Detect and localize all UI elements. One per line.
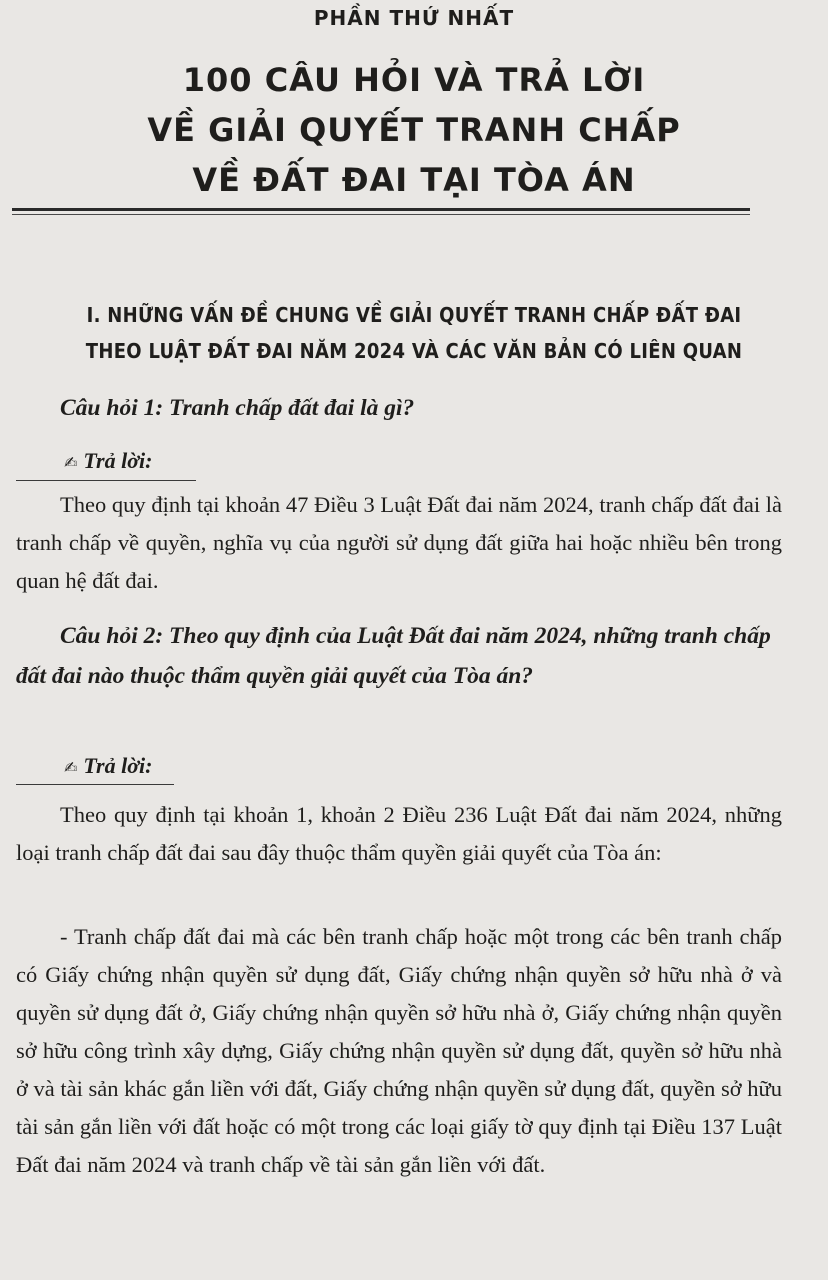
main-title-line-3: VỀ ĐẤT ĐAI TẠI TÒA ÁN bbox=[192, 161, 636, 199]
answer-underline-1 bbox=[16, 480, 196, 481]
answer-label-1 bbox=[64, 448, 152, 474]
section-heading-line-1: I. NHỮNG VẤN ĐỀ CHUNG VỀ GIẢI QUYẾT TRANH CHẤP ĐẤT ĐAI bbox=[86, 303, 742, 327]
answer-1-paragraph bbox=[16, 486, 782, 600]
question-2-text: Câu hỏi 2: Theo quy định của Luật Đất đai năm 2024, những tranh chấp đất đai nào thuộc thẩm quyền giải quyết của Tòa án? bbox=[16, 623, 771, 689]
pen-writing-icon: ✍ bbox=[64, 758, 78, 777]
answer-2-paragraph-2 bbox=[16, 918, 782, 1184]
answer-label-2 bbox=[64, 753, 152, 779]
answer-2-text-2: - Tranh chấp đất đai mà các bên tranh chấp hoặc một trong các bên tranh chấp có Giấy chứng nhận quyền sử dụng đất, Giấy chứng nhận quyền sở hữu nhà ở và quyền sử dụng đất ở, Giấy chứng nhận quyền sở hữu nhà ở, Giấy chứng nhận quyền sở hữu công trình xây dựng, Giấy chứng nhận quyền sử dụng đất, quyền sở hữu nhà ở và tài sản khác gắn liền với đất, Giấy chứng nhận quyền sử dụng đất, quyền sở hữu tài sản gắn liền với đất hoặc có một trong các loại giấy tờ quy định tại Điều 137 Luật Đất đai năm 2024 và tranh chấp về tài sản gắn liền với đất. bbox=[16, 924, 782, 1177]
answer-label-text: Trả lời: bbox=[83, 753, 153, 778]
pen-writing-icon: ✍ bbox=[64, 453, 78, 472]
main-title-line-2: VỀ GIẢI QUYẾT TRANH CHẤP bbox=[147, 111, 681, 149]
question-2 bbox=[16, 616, 776, 696]
question-1: Câu hỏi 1: Tranh chấp đất đai là gì? bbox=[60, 395, 415, 421]
answer-2-paragraph-1 bbox=[16, 796, 782, 872]
answer-label-text: Trả lời: bbox=[83, 448, 153, 473]
section-heading-line-2: THEO LUẬT ĐẤT ĐAI NĂM 2024 VÀ CÁC VĂN BẢN CÓ LIÊN QUAN bbox=[85, 339, 743, 363]
main-title-line-1: 100 CÂU HỎI VÀ TRẢ LỜI bbox=[182, 61, 646, 99]
answer-2-text-1: Theo quy định tại khoản 1, khoản 2 Điều 236 Luật Đất đai năm 2024, những loại tranh chấp đất đai sau đây thuộc thẩm quyền giải quyết của Tòa án: bbox=[16, 802, 782, 865]
title-divider-thin bbox=[12, 214, 750, 215]
title-divider bbox=[12, 208, 750, 211]
answer-1-text: Theo quy định tại khoản 47 Điều 3 Luật Đất đai năm 2024, tranh chấp đất đai là tranh chấp về quyền, nghĩa vụ của người sử dụng đất giữa hai hoặc nhiều bên trong quan hệ đất đai. bbox=[16, 492, 782, 593]
answer-underline-2 bbox=[16, 784, 174, 785]
part-title: PHẦN THỨ NHẤT bbox=[313, 6, 515, 30]
